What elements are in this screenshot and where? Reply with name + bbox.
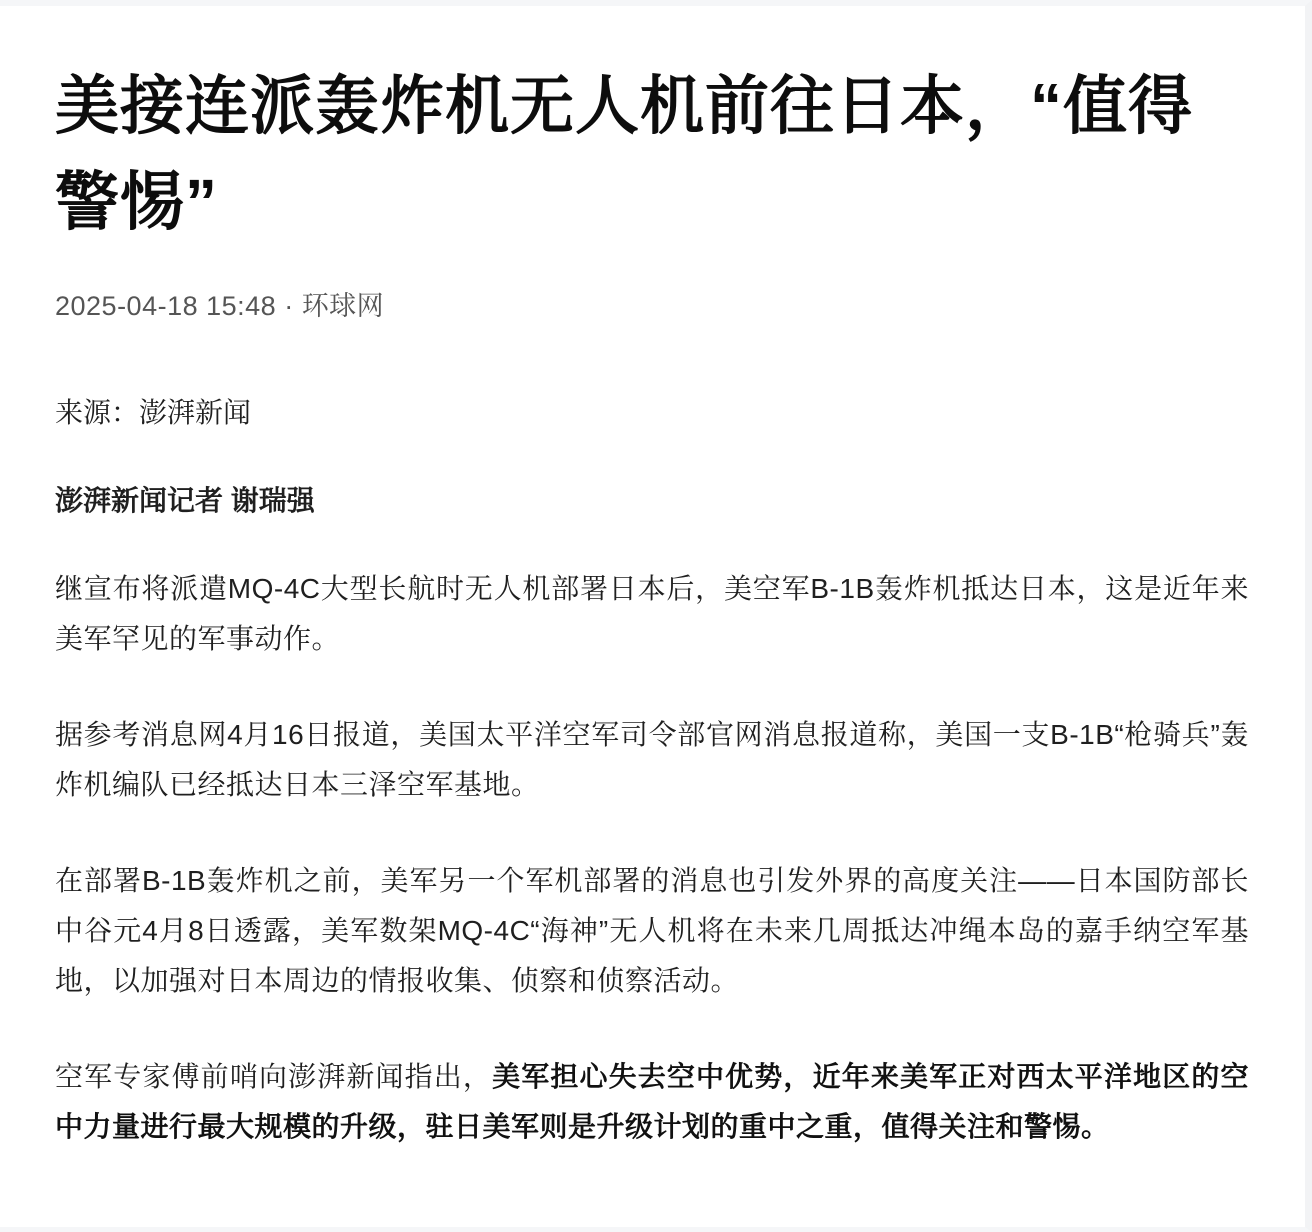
news-article xyxy=(0,6,1305,1227)
paragraph-2: 据参考消息网4月16日报道，美国太平洋空军司令部官网消息报道称，美国一支B-1B“枪骑兵”轰炸机编队已经抵达日本三泽空军基地。 xyxy=(55,719,1249,800)
paragraph-4 xyxy=(55,1052,1249,1152)
article-title: 美接连派轰炸机无人机前往日本，“值得警惕” xyxy=(55,70,1193,238)
publisher-name: 环球网 xyxy=(301,291,385,321)
publish-datetime: 2025-04-18 15:48 xyxy=(55,291,277,321)
paragraph-4-emphasis: 美军担心失去空中优势，近年来美军正对西太平洋地区的空中力量进行最大规模的升级，驻日美军则是升级计划的重中之重，值得关注和警惕。 xyxy=(55,1061,1249,1142)
paragraph-4-lead: 空军专家傅前哨向澎湃新闻指出， xyxy=(55,1061,493,1092)
article-meta xyxy=(55,290,1249,322)
source-line: 来源：澎湃新闻 xyxy=(55,397,252,428)
paragraph-3: 在部署B-1B轰炸机之前，美军另一个军机部署的消息也引发外界的高度关注——日本国防部长中谷元4月8日透露，美军数架MQ-4C“海神”无人机将在未来几周抵达冲绳本岛的嘉手纳空军基地，以加强对日本周边的情报收集、侦察和侦察活动。 xyxy=(55,865,1249,996)
paragraph-1: 继宣布将派遣MQ-4C大型长航时无人机部署日本后，美空军B-1B轰炸机抵达日本，这是近年来美军罕见的军事动作。 xyxy=(55,573,1249,654)
meta-separator: · xyxy=(284,291,294,321)
reporter-byline: 澎湃新闻记者 谢瑞强 xyxy=(55,485,315,516)
